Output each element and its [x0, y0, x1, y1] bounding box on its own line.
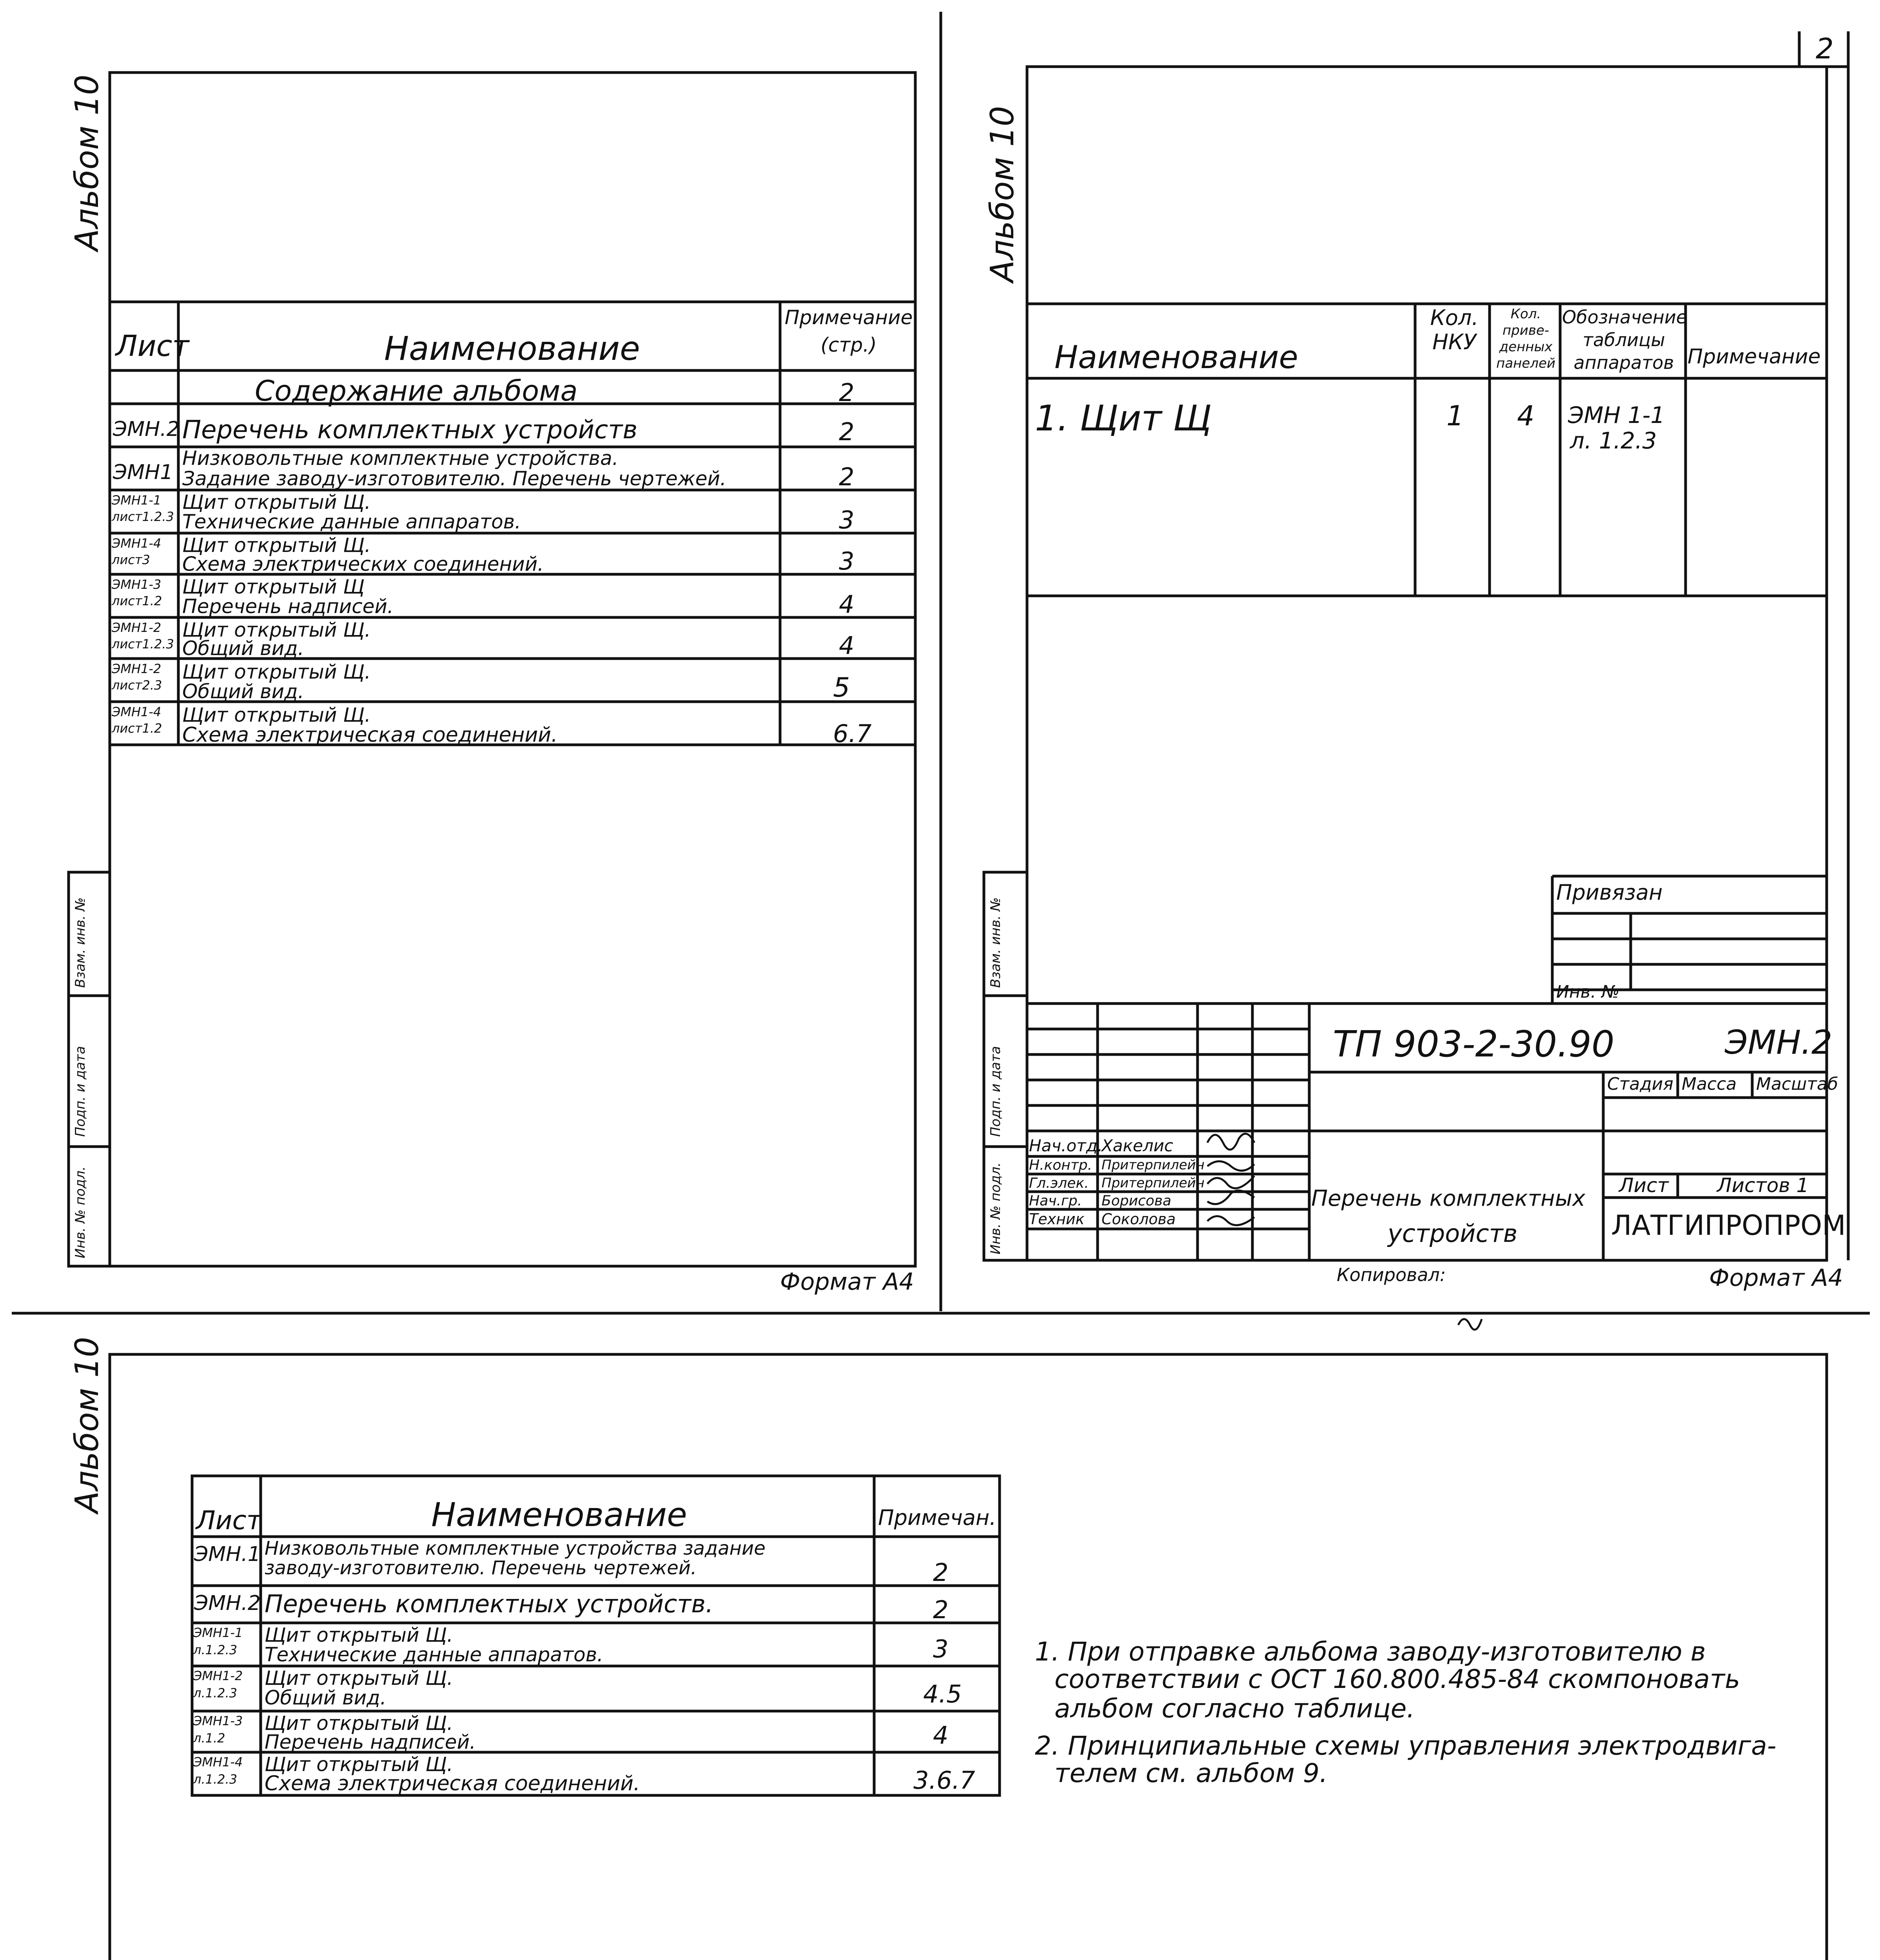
row-3-note: 3: [933, 1635, 949, 1663]
row-4-sheet: ЭМН1-2 л.1.2.3: [193, 1668, 243, 1700]
row-1-name: 1. Щит Щ: [1035, 398, 1212, 439]
stamp-sheets: Листов 1: [1717, 1174, 1809, 1197]
row-6-name-1: Щит открытый Щ.: [182, 619, 371, 641]
row-3-name-2: Технические данные аппаратов.: [265, 1643, 604, 1666]
row-1-name-2: заводу-изготовителю. Перечень чертежей.: [265, 1557, 697, 1579]
stamp-project: ТП 903-2-30.90: [1333, 1023, 1615, 1065]
col-header-note: Примечание (стр.): [784, 306, 913, 356]
col-header-sheet: Лист: [116, 329, 189, 363]
row-5-sheet: ЭМН1-3 л.1.2: [193, 1713, 243, 1746]
col-header-sheet: Лист: [196, 1505, 262, 1535]
stamp-stage: Стадия: [1607, 1074, 1673, 1094]
note-1-line-1: 1. При отправке альбома заводу-изготовителю в: [1035, 1637, 1706, 1667]
side-stamp-replace: Взам. инв. №: [988, 897, 1004, 988]
album-label: Альбом 10: [69, 1337, 106, 1513]
row-3-sheet: ЭМН1-1 л.1.2.3: [193, 1625, 243, 1657]
row-4-name-2: Общий вид.: [265, 1686, 387, 1709]
col-header-qty: Кол. НКУ: [1430, 305, 1479, 354]
row-5-sheet: ЭМН1-3 лист1.2: [112, 577, 162, 608]
row-2-name-1: Низковольтные комплектные устройства.: [182, 447, 619, 470]
format-label: Формат А4: [780, 1268, 914, 1296]
row-2-note: 2: [839, 463, 855, 491]
stamp-org: ЛАТГИПРОПРОМ: [1611, 1209, 1846, 1241]
row-2-sheet: ЭМН1: [113, 461, 173, 484]
stamp-sheet: Лист: [1619, 1174, 1669, 1197]
stamp-title-1: Перечень комплектных: [1311, 1186, 1586, 1211]
row-5-name-2: Перечень надписей.: [265, 1731, 476, 1753]
row-2-sheet: ЭМН.2: [194, 1592, 261, 1615]
person-2-name: Притерпилейн: [1102, 1157, 1205, 1173]
side-stamp-sign: Подп. и дата: [988, 1046, 1004, 1137]
note-1-line-3: альбом согласно таблице.: [1054, 1693, 1415, 1724]
row-1-sheet: ЭМН.1: [194, 1543, 261, 1566]
row-6-name-2: Общий вид.: [182, 637, 304, 660]
row-5-note: 4: [933, 1721, 949, 1749]
person-1-name: Хакелис: [1102, 1136, 1173, 1155]
row-4-note: 4.5: [923, 1680, 962, 1708]
side-stamp-inv: Инв. № подл.: [73, 1166, 88, 1258]
row-4-name-1: Щит открытый Щ.: [182, 534, 371, 557]
row-6-name-1: Щит открытый Щ.: [265, 1753, 453, 1776]
person-1-role: Нач.отд.: [1029, 1136, 1103, 1155]
row-1-note: 2: [933, 1558, 949, 1587]
row-4-name-1: Щит открытый Щ.: [265, 1667, 453, 1690]
person-2-role: Н.контр.: [1029, 1157, 1092, 1173]
row-3-name-1: Щит открытый Щ.: [182, 491, 371, 514]
row-1-sheet: ЭМН.2: [113, 417, 180, 441]
col-header-note: Примечан.: [878, 1505, 996, 1530]
row-3-name-1: Щит открытый Щ.: [265, 1624, 453, 1646]
row-8-sheet: ЭМН1-4 лист1.2: [112, 704, 162, 736]
col-header-note: Примечание: [1688, 345, 1821, 368]
col-header-name: Наименование: [1054, 339, 1298, 376]
row-3-note: 3: [839, 506, 855, 534]
side-stamp-inv: Инв. № подл.: [988, 1162, 1004, 1254]
row-1-name: Перечень комплектных устройств: [182, 416, 638, 445]
row-4-sheet: ЭМН1-4 лист3: [112, 536, 162, 567]
person-3-name: Притерпилейн: [1102, 1175, 1205, 1191]
row-3-name-2: Технические данные аппаратов.: [182, 510, 521, 533]
row-8-name-1: Щит открытый Щ.: [182, 704, 371, 726]
format-label: Формат А4: [1709, 1264, 1843, 1292]
row-7-name-2: Общий вид.: [182, 680, 304, 703]
row-1-note: 2: [839, 417, 855, 446]
col-header-panels: Кол. приве-денных панелей: [1496, 306, 1555, 371]
row-6-sheet: ЭМН1-4 л.1.2.3: [193, 1755, 243, 1787]
person-4-name: Борисова: [1102, 1193, 1172, 1209]
person-3-role: Гл.элек.: [1029, 1175, 1089, 1191]
row-1-name-1: Низковольтные комплектные устройства задание: [265, 1537, 766, 1559]
person-4-role: Нач.гр.: [1029, 1193, 1082, 1209]
row-6-note: 4: [839, 631, 855, 660]
row-7-sheet: ЭМН1-2 лист2.3: [112, 661, 162, 693]
note-1-line-2: соответствии с ОСТ 160.800.485-84 скомпоновать: [1054, 1664, 1740, 1694]
row-2-name-2: Задание заводу-изготовителю. Перечень чертежей.: [182, 467, 726, 490]
person-5-role: Техник: [1029, 1210, 1085, 1228]
row-4-name-2: Схема электрических соединений.: [182, 553, 544, 575]
row-7-name-1: Щит открытый Щ.: [182, 661, 371, 683]
stamp-scale: Масштаб: [1756, 1074, 1838, 1094]
stamp-code: ЭМН.2: [1725, 1023, 1833, 1062]
row-5-note: 4: [839, 590, 855, 619]
col-header-table: Обозначение таблицы аппаратов: [1562, 307, 1688, 373]
row-1-table-1: ЭМН 1-1: [1568, 402, 1665, 428]
row-2-name-1: Перечень комплектных устройств.: [265, 1590, 713, 1618]
row-7-note: 5: [833, 672, 850, 703]
row-8-name-2: Схема электрическая соединений.: [182, 723, 558, 747]
copied-label: Копировал:: [1337, 1264, 1446, 1285]
row-6-note: 3.6.7: [913, 1766, 975, 1795]
row-5-name-1: Щит открытый Щ.: [265, 1712, 453, 1735]
side-stamp-replace: Взам. инв. №: [73, 897, 88, 988]
col-header-name: Наименование: [431, 1495, 687, 1534]
row-1-panels: 4: [1517, 400, 1535, 432]
privyazan-label: Привязан: [1556, 880, 1663, 905]
album-label: Альбом 10: [69, 74, 106, 251]
stamp-title-2: устройств: [1388, 1219, 1518, 1248]
person-5-name: Соколова: [1102, 1210, 1176, 1228]
row-6-sheet: ЭМН1-2 лист1.2.3: [112, 620, 174, 652]
stamp-mass: Масса: [1682, 1074, 1737, 1094]
note-2-line-2: телем см. альбом 9.: [1054, 1758, 1328, 1788]
title-row-name: Содержание альбома: [255, 374, 578, 407]
side-stamp-sign: Подп. и дата: [73, 1046, 88, 1137]
row-4-note: 3: [839, 547, 855, 575]
col-header-name: Наименование: [384, 329, 640, 368]
row-5-name-2: Перечень надписей.: [182, 595, 394, 618]
row-1-table-2: л. 1.2.3: [1570, 427, 1657, 454]
row-2-note: 2: [933, 1595, 949, 1624]
page-number: 2: [1816, 32, 1834, 65]
row-1-qty: 1: [1446, 400, 1464, 432]
row-3-sheet: ЭМН1-1 лист1.2.3: [112, 493, 174, 524]
title-row-note: 2: [839, 378, 855, 407]
row-5-name-1: Щит открытый Щ: [182, 575, 365, 598]
inv-no-label: Инв. №: [1556, 982, 1620, 1002]
note-2-line-1: 2. Принципиальные схемы управления электродвига-: [1035, 1731, 1777, 1761]
album-label: Альбом 10: [984, 106, 1021, 282]
row-8-note: 6.7: [833, 719, 872, 748]
row-6-name-2: Схема электрическая соединений.: [265, 1772, 640, 1795]
